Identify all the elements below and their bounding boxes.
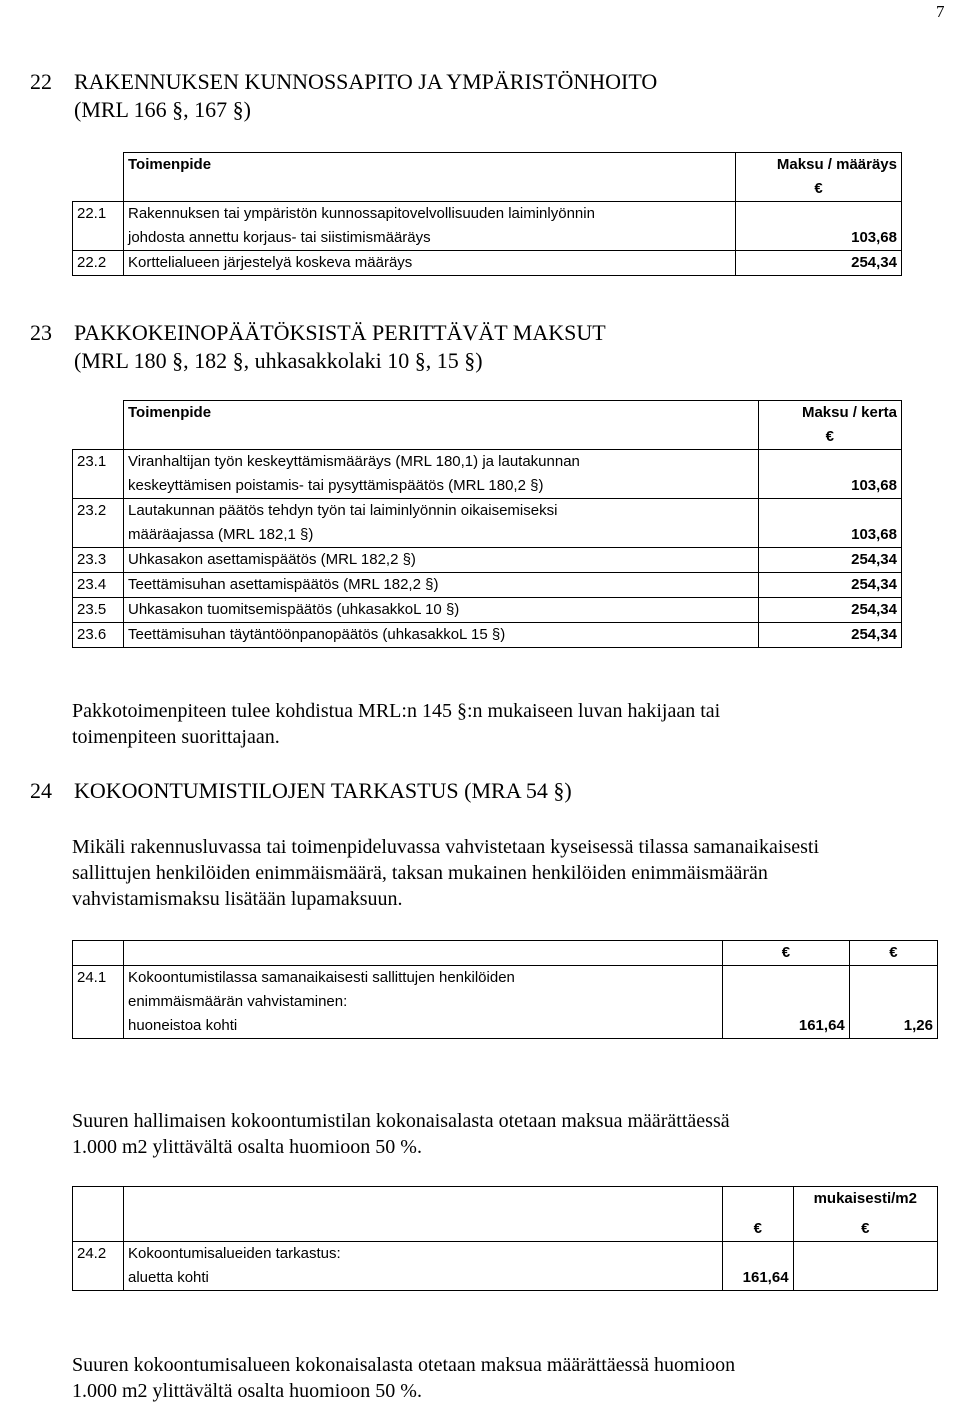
paragraph-line: vahvistamismaksu lisätään lupamaksuun. — [72, 888, 403, 910]
paragraph-line: Mikäli rakennusluvassa tai toimenpideluvassa vahvistetaan kyseisessä tilassa samanaikaisesti — [72, 836, 820, 858]
row-value-1: 161,64 — [723, 1014, 850, 1039]
row-description: keskeyttämisen poistamis- tai pysyttämispäätös (MRL 180,2 §) — [124, 474, 759, 499]
section-23-number: 23 — [30, 320, 52, 345]
section-22-title: RAKENNUKSEN KUNNOSSAPITO JA YMPÄRISTÖNHOITO — [74, 69, 658, 94]
row-value-2: 1,26 — [849, 1014, 937, 1039]
row-description: määräajassa (MRL 182,1 §) — [124, 523, 759, 548]
row-description: Lautakunnan päätös tehdyn työn tai laiminlyönnin oikaisemiseksi — [124, 499, 759, 524]
section-24-note-2 — [72, 1352, 735, 1404]
row-description: Uhkasakon asettamispäätös (MRL 182,2 §) — [124, 548, 759, 573]
row-number: 23.3 — [73, 548, 124, 573]
note-line: Suuren kokoontumisalueen kokonaisalasta otetaan maksua määrättäessä huomioon — [72, 1354, 736, 1376]
table-row — [73, 202, 902, 227]
header-unit-1: € — [723, 941, 850, 966]
table-header-unit-row — [73, 1211, 938, 1242]
row-number: 22.1 — [73, 202, 124, 227]
row-number: 24.1 — [73, 966, 124, 991]
table-row — [73, 450, 902, 475]
table-row — [73, 573, 902, 598]
row-description: Kokoontumisalueiden tarkastus: — [124, 1242, 723, 1267]
table-header-row — [73, 401, 902, 426]
section-24-paragraph — [72, 834, 819, 912]
row-value: 254,34 — [758, 598, 901, 623]
table-header-unit-row — [73, 425, 902, 450]
row-value: 254,34 — [758, 623, 901, 648]
section-22-law-ref: (MRL 166 §, 167 §) — [74, 97, 252, 122]
table-row — [73, 251, 902, 276]
row-number: 23.2 — [73, 499, 124, 524]
row-description: Rakennuksen tai ympäristön kunnossapitovelvollisuuden laiminlyönnin — [124, 202, 736, 227]
row-number: 23.4 — [73, 573, 124, 598]
table-row — [73, 548, 902, 573]
table-row — [73, 474, 902, 499]
section-22-fee-table — [72, 152, 902, 276]
table-row — [73, 966, 938, 991]
header-unit-2: € — [849, 941, 937, 966]
row-value-1: 161,64 — [723, 1266, 794, 1291]
section-24-fee-table-1 — [72, 940, 938, 1039]
table-row — [73, 990, 938, 1014]
row-number: 23.5 — [73, 598, 124, 623]
note-line: 1.000 m2 ylittävältä osalta huomioon 50 %. — [72, 1380, 422, 1402]
row-description: Korttelialueen järjestelyä koskeva määräys — [124, 251, 736, 276]
row-number: 24.2 — [73, 1242, 124, 1267]
header-unit: € — [736, 177, 902, 202]
row-number: 23.1 — [73, 450, 124, 475]
header-action: Toimenpide — [124, 153, 736, 178]
row-number: 22.2 — [73, 251, 124, 276]
table-header-row — [73, 153, 902, 178]
table-header-row — [73, 1187, 938, 1212]
section-23-note — [72, 698, 720, 750]
table-row — [73, 1014, 938, 1039]
row-description: Viranhaltijan työn keskeyttämismääräys (MRL 180,1) ja lautakunnan — [124, 450, 759, 475]
note-line: 1.000 m2 ylittävältä osalta huomioon 50 %. — [72, 1136, 422, 1158]
section-24-number: 24 — [30, 778, 52, 803]
header-action: Toimenpide — [124, 401, 759, 426]
row-description: Teettämisuhan asettamispäätös (MRL 182,2 §) — [124, 573, 759, 598]
row-description: Uhkasakon tuomitsemispäätös (uhkasakkoL 10 §) — [124, 598, 759, 623]
row-value: 254,34 — [758, 548, 901, 573]
table-row — [73, 1266, 938, 1291]
section-22-number: 22 — [30, 69, 52, 94]
table-row — [73, 1242, 938, 1267]
table-row — [73, 523, 902, 548]
header-unit: € — [758, 425, 901, 450]
row-description: Teettämisuhan täytäntöönpanopäätös (uhkasakkoL 15 §) — [124, 623, 759, 648]
header-fee: Maksu / kerta — [758, 401, 901, 426]
note-line: Pakkotoimenpiteen tulee kohdistua MRL:n 145 §:n mukaiseen luvan hakijaan tai — [72, 700, 721, 722]
row-value: 103,68 — [758, 523, 901, 548]
paragraph-line: sallittujen henkilöiden enimmäismäärä, taksan mukainen henkilöiden enimmäismäärän — [72, 862, 768, 884]
section-24-heading — [30, 777, 572, 805]
row-value: 103,68 — [758, 474, 901, 499]
section-23-fee-table — [72, 400, 902, 648]
note-line: Suuren hallimaisen kokoontumistilan kokonaisalasta otetaan maksua määrättäessä — [72, 1110, 730, 1132]
row-value: 254,34 — [736, 251, 902, 276]
row-description: huoneistoa kohti — [124, 1014, 723, 1039]
table-row — [73, 598, 902, 623]
row-number: 23.6 — [73, 623, 124, 648]
section-23-title: PAKKOKEINOPÄÄTÖKSISTÄ PERITTÄVÄT MAKSUT — [74, 320, 606, 345]
table-row — [73, 499, 902, 524]
header-unit-2: € — [793, 1211, 937, 1242]
row-description: Kokoontumistilassa samanaikaisesti sallittujen henkilöiden — [124, 966, 723, 991]
row-description: aluetta kohti — [124, 1266, 723, 1291]
section-24-note-1 — [72, 1108, 730, 1160]
section-23-heading — [30, 319, 606, 375]
table-row — [73, 226, 902, 251]
row-description: johdosta annettu korjaus- tai siistimismääräys — [124, 226, 736, 251]
row-value: 254,34 — [758, 573, 901, 598]
note-line: toimenpiteen suorittajaan. — [72, 726, 280, 748]
page-number: 7 — [936, 2, 945, 21]
section-22-heading — [30, 68, 657, 124]
section-24-title: KOKOONTUMISTILOJEN TARKASTUS (MRA 54 §) — [74, 778, 572, 803]
row-value: 103,68 — [736, 226, 902, 251]
table-row — [73, 623, 902, 648]
table-header-unit-row — [73, 177, 902, 202]
row-description: enimmäismäärän vahvistaminen: — [124, 990, 723, 1014]
header-per-m2: mukaisesti/m2 — [793, 1187, 937, 1212]
header-fee: Maksu / määräys — [736, 153, 902, 178]
table-header-row — [73, 941, 938, 966]
section-23-law-ref: (MRL 180 §, 182 §, uhkasakkolaki 10 §, 15 §) — [74, 348, 483, 373]
header-unit-1: € — [723, 1211, 794, 1242]
section-24-fee-table-2 — [72, 1186, 938, 1291]
